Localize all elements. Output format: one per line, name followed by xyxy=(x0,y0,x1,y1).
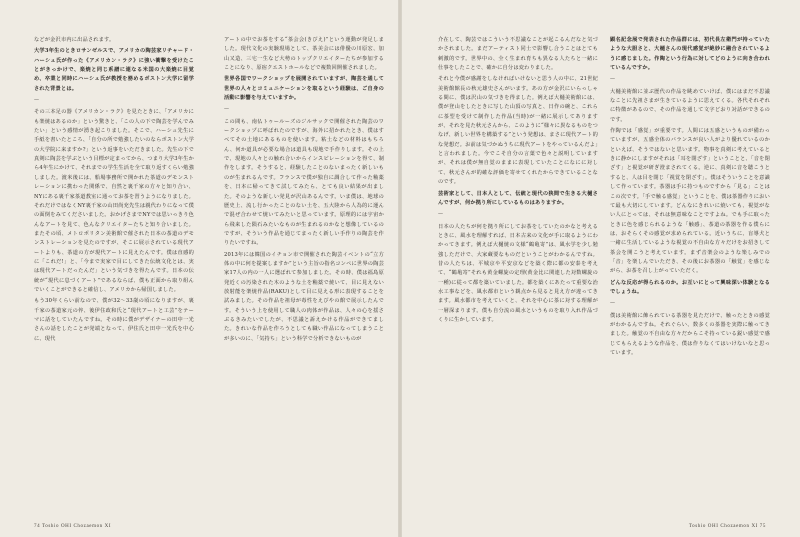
section-rule: — xyxy=(224,106,230,113)
interview-paragraph: この間も、南仏トゥールーズのジルサックで開催された陶芸のワークショップに呼ばれたのですが、海外に招かれたとき、僕はすべてその土地にあるものを使います。粘土などの材料はもちろん、何か道具が必要な場合は道具も現地で手作りします。その上で、現地の人々との触れ合いからインスピレーションを得て、制作をします。そうすると、経験したことのないまったく新しいものが生まれるんです。フランスで僕が独自に調合して作った釉薬を、日本に帰ってきて試してみたら、とても良い結果が出ました。そのような新しい発見が沢山あるんです。いま僕は、地球の歴史上、流し行かったことのない土を、五大陸から人為的に運んで混ぜ合わせて焼いてみたいと思っています。原理的には宇宙から飛来した隕石みたいなものが生まれるのかなと想像しているのですが、そういう作品を通じてまったく新しい手作りの陶芸を作りたいですね。 xyxy=(224,118,384,247)
section-rule: — xyxy=(610,300,616,307)
interview-paragraph: などが金沢市内に出品されます。 xyxy=(34,37,115,43)
right-folio: Toshio OHI Chozaemon XI 75 xyxy=(688,524,766,529)
interview-paragraph: 2013年には韓国のイチョン市で開催された陶芸イベントの“立方体の中に何を提案しますか”という主旨の指名コンペに世界の陶芸家17人の内の一人に選ばれて参加しました。その時、僕は福島原発近くの汚染された木のような土を釉薬で焼いて、目に見えない放射能を楽焼作品(RAKU)として目に見える形に表現することを試みました。その作品を祖母が毒性をえびやの館で展示したんです。そういう上を使用して職人の肉体が作品は、人々の心を揺さぶるきみたいでしたが、不思議と訴えかける作品ができてました。きれいな作品を作ろうとしても職い作品になってしまうことが多いのに、「気持ち」という科学で分析できないものが xyxy=(224,251,384,342)
interview-paragraph: それと今僕が感謝をしなければいけないと思う人の中に、21世紀美術館館長の秋元雄史さんがいます。あの方が金沢にいらっしゃる間に、僕は沢山の気づきを得ました。例えば大樋美術館には、僕が登山をしたときに写した山頂の写真と、日作の碗と、これらに茶型を受けて制作した作品(当時)が一緒に展示してありますが、それを見た秋元さんから、このように“様々に異なるものをつなげ、新しい世界を構築する”という発想は、まさに現代アート的な発想だ。お前は気づかぬうちに現代アートをやっているんだよ」と言われました。今でこそ自分の言葉で色々と説明していますが、それは僕が無自覚のままに表現していたことになにに対して、秋元さんが的確な評価を寄せてくれたからできていることなのです。 xyxy=(438,76,598,186)
interview-question: 芸術家として、日本人として、伝統と現代の狭間で生きる大樋さんですが、何か拠り所にしているものはありますか。 xyxy=(438,190,598,206)
section-rule: — xyxy=(34,97,40,104)
section-rule: — xyxy=(438,211,444,218)
right-column-2 xyxy=(610,36,770,506)
interview-paragraph: 大樋美術館に並ぶ歴代の作品を眺めていけば、僕にはまだ不思議なことに先祖さまが生きているように思えてくる。各代それぞれに特徴があるので、その作品を通して文字どおり対話ができるのです。 xyxy=(610,88,770,123)
interview-question: 顕名記念展で発表された作品群には、初代長左衛門が持っていたような大胆さと、大樋さんの現代感覚が絶妙に融合されているように感じました。作陶という行為に対してどのように向き合われているんですか。 xyxy=(610,37,770,72)
interview-paragraph: 作陶では「感覚」が重要です。人間には五感というものが備わっていますが、五感全体のバランスが良い人がより優れているのかといえば、そうではないと思います。物事を真剣に考えているときに静かにしますがそれは「耳を閉ざす」ということと、「音を閉ざす」と視覚が研ぎ澄まされてくる。逆に、真剣に音を聴こうとすると、人は目を閉じ「視覚を閉ざす」。僕はそういうことを意識して作っています。茶器は手に持つものですから「見る」ことはこの次です。「手で触る感覚」ということを、僕は茶器作りにおいて最も大切にしています。どんなにきれいに焼いても、視覚がない人にとっては、それは無意味なことですよね。でも手に取ったときに色を感じられるような「触感」、茶道の茶器を作る僕らには、おそらくその感覚が求められている。近いうちに、盲導犬と一緒に生活しているような視覚の不自由な方々だけをお招きして茶会を開こうと考えています。まず音楽会のような楽しみでの「音」を楽しんでいただき、その後にお茶器の「触覚」を感じながら、お茶を召し上がっていただく。 xyxy=(610,128,770,275)
right-page xyxy=(402,0,800,537)
interview-paragraph: もう30年くらい前なので、僕が32〜33歳の頃になりますが、裏千家の茶道家元の倅、後伊住政和氏と“現代アートと工芸”をテーマに話をしていたんですね。その時に僕がデザイナーの田中一光さんの話をしたことが発端となって、伊住氏と田中一光氏を中心に、現代 xyxy=(34,298,194,342)
left-page xyxy=(0,0,398,537)
left-folio: 74 Toshio OHI Chozaemon XI xyxy=(34,524,112,529)
interview-paragraph: 介在して、陶芸ではこういう不思議なことが起こるんだなと気づかされました。まだアーティスト同士で影響し合うことはとても刺激的です。世界中の、全く生まれ育ちも異なる人たちと一緒に仕事をしたことで、確かに自分は変わりました。 xyxy=(438,37,598,72)
left-column-1 xyxy=(34,36,194,506)
interview-paragraph: その三本足の器《アメリカン・ラク》を見たときに、「アメリカにも楽焼はあるのか」という驚きと、「この人の下で陶芸を学んでみたい」という感情が湧き起こりました。そこで、ハーシュ先生に手紙を書いたところ、「自分の所で勉強したいのならボストン大学の大学院に来ますか?」という返事をいただきました。先生の下で真剣に陶芸を学ぶという目標が定まってから、つまり大学3年生から4年生にかけて、それまでの学生生活を全て取り返すくらい勉強しました。渡米後には、船場事務所で開かれた茶道のデモンストレーションに携わった関係で、自然と裏千家の方々と知り合い、NYにある裏千家茶道教室に通ってお茶を習うようになりました。それだけではなくNY裏千家の山田尚充先生は親代わりになって僕の面倒をみてくださいました。おかげさまでNYでは思いっきり色んなアートを見て、色んなクリエイターたちと知り合いました。またその頃、メトロポリタン美術館で催された日本の茶道のデモンストレーションを見たのですが、そこに展示されている現代アートよりも、茶道の方が現代アートに見えたんです。僕は直感的に「これだ!」と、「今まで実家で目にしてきた伝統文化とは、実は現代アートだったんだ」という気づきを得たんです。日本の伝統が“現代に息づくアート”であるならば、僕も正面から取り組んでいくことができると確信し、アメリカから帰国しました。 xyxy=(34,109,194,293)
interview-question: 大学3年生のときロサンゼルスで、アメリカの陶芸家リチャード・ハーシュ氏が作った《アメリカン・ラク》に強い衝撃を受けたことがきっかけで、楽焼と同じ系譜に連なる米国の大楽焼に目覚め、卒業と同時にハーシュ氏が教授を務めるボストン大学に留学された背景とは。 xyxy=(34,48,194,92)
right-column-1 xyxy=(438,36,598,506)
interview-paragraph: 僕は美術館に飾られている茶器を見ただけで、触ったときの感覚がわかるんですね。それぐらい、数多くの茶器を実際に触ってきました。触覚の不自由な方々だからこそ持っている鋭い感覚で感じてもらえるような作品を、僕は作りなくてはいけないなと思っています。 xyxy=(610,312,770,356)
section-rule: — xyxy=(610,76,616,83)
interview-question: 世界各国でワークショップを展開されていますが、陶芸を通して世界の人々とコミュニケーションを取るという経験は、ご自身の活動に影響を与えていますか。 xyxy=(224,76,384,102)
interview-paragraph: アートの中でお茶をする“茶会会(きびえ)”という運動が発足しました。現代文化の実験現場として、茶美会には俳優の川原宏、加山又造、三宅一生など大勢のトップクリエイターたちが参加することになり、原宿クエストホールなどで複数回開催されました。 xyxy=(224,37,384,72)
interview-paragraph: 日本の人たちが何を拠り所にしてお茶をしていたのかなと考えるときに、風水を理解すれば、日本古来の文化が手に取るようにわかってきます。例えば大樋焼の文様“鶴亀寄”は、風水学を少し勉強しただけで、大家蔵要なものだということがわかるんですね。昔の人たちは、平城京や平安京などを築く際に都の安泰を考えて、“鶴亀寄”それも黄金螺旋の定理(黄金比に関連した対数螺旋の一種)に従って都を築いていました。都を築くにあたって重要な治水工事などを、風水都市という観点から見ると見え方が違ってきます。風水都市を考えていくと、それを中心に茶に対する理解が一層深まります。僕も自分流の風水というものを取り入れ作品づくりに生かしています。 xyxy=(438,223,598,323)
interview-question: どんな反応が得られるのか。お互いにとって興味深い体験となるでしょうね。 xyxy=(610,279,770,295)
left-column-2 xyxy=(224,36,384,506)
